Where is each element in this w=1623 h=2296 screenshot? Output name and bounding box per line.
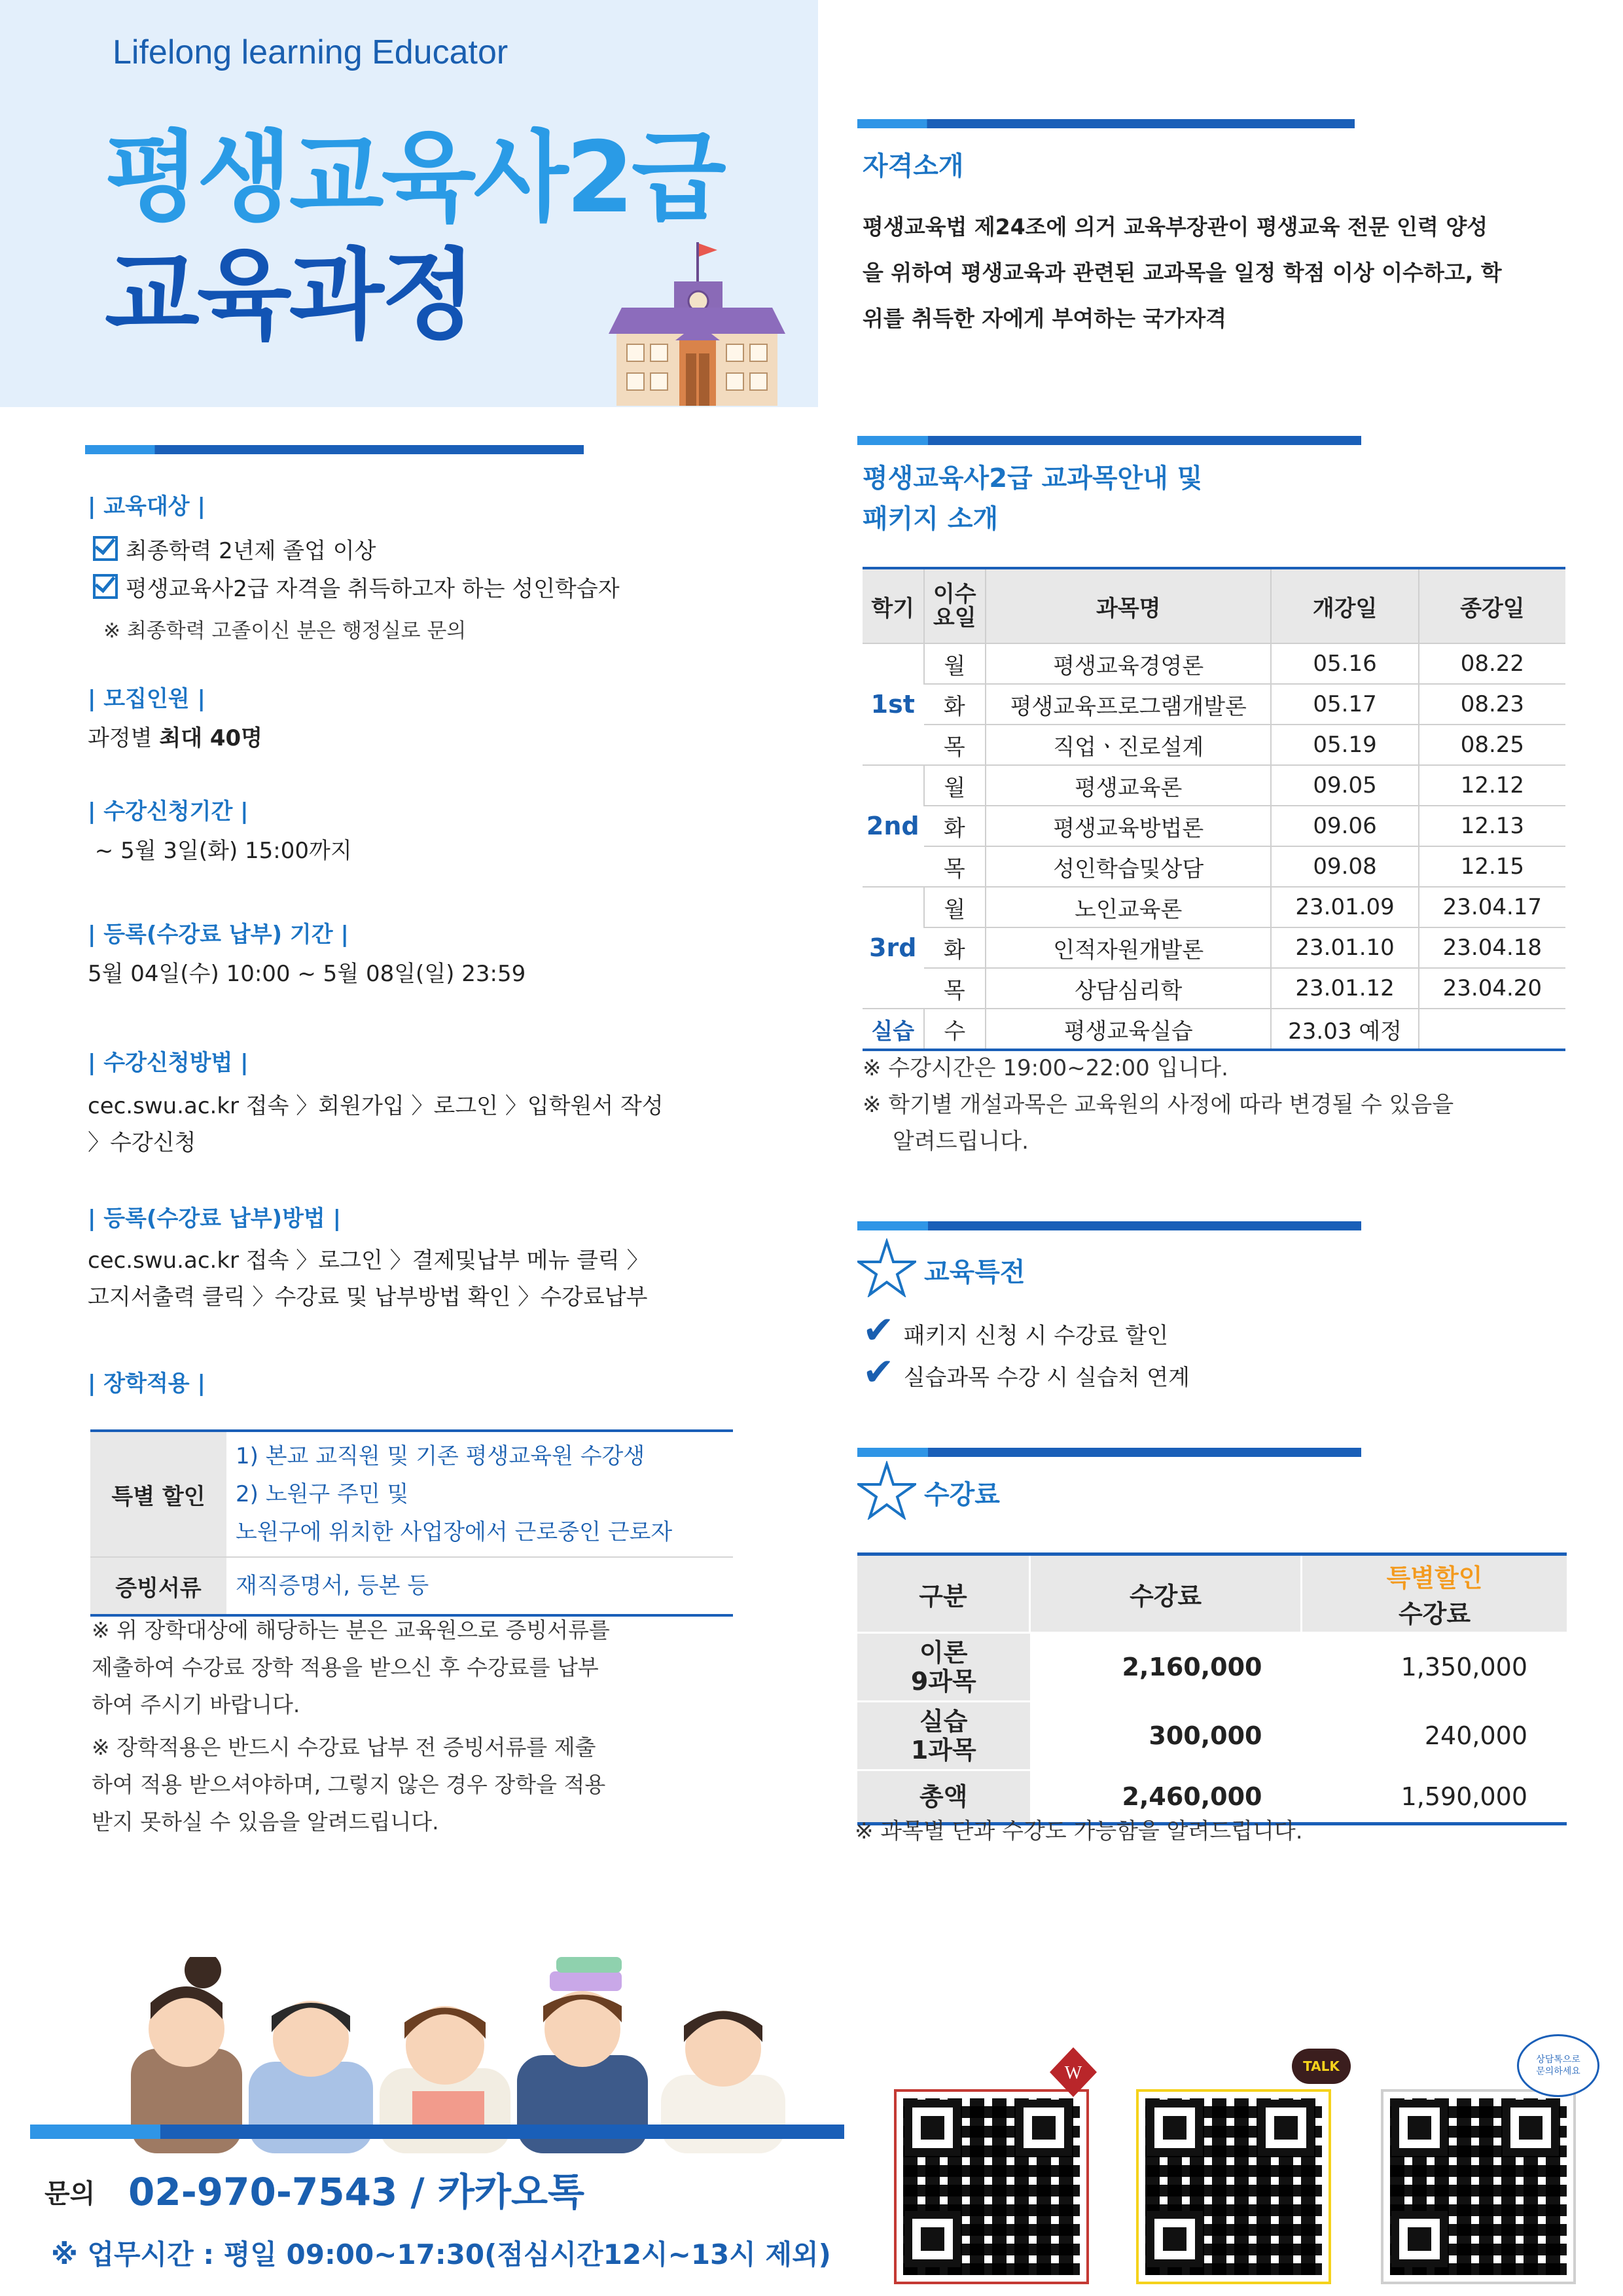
qualification-line: 을 위하여 평생교육과 관련된 교과목을 일정 학점 이상 이수하고, 학 — [863, 260, 1502, 285]
qr-code-chat[interactable] — [1381, 2089, 1576, 2284]
note-line: 하여 적용 받으셔야하며, 그렇지 않은 경우 장학을 적용 — [92, 1772, 606, 1797]
discount-line: 2) 노원구 주민 및 — [236, 1481, 409, 1507]
qualification-body — [863, 204, 1502, 342]
fee-table-body — [857, 1633, 1567, 1824]
semester-cell: 2nd — [863, 765, 924, 887]
section-divider — [857, 119, 1355, 128]
course-table — [863, 567, 1565, 1051]
discount-amount-cell: 240,000 — [1302, 1702, 1567, 1770]
fee-type-label: 실습 — [919, 1707, 968, 1736]
feature-item: ✔ 패키지 신청 시 수강료 할인 — [863, 1308, 1169, 1352]
end-date-cell: 08.23 — [1419, 684, 1565, 725]
course-name-cell: 평생교육방법론 — [986, 806, 1271, 846]
course-row — [863, 846, 1565, 887]
end-date-cell: 08.22 — [1419, 643, 1565, 684]
start-date-cell: 05.17 — [1271, 684, 1418, 725]
col-semester: 학기 — [863, 568, 924, 643]
fee-amount-cell: 300,000 — [1030, 1702, 1302, 1770]
apply-method-line: 〉수강신청 — [88, 1130, 196, 1156]
special-discount-body — [226, 1431, 733, 1557]
students-illustration — [105, 1957, 798, 2153]
fee-type-sublabel: 9과목 — [910, 1667, 976, 1696]
course-name-cell: 평생교육론 — [986, 765, 1271, 806]
course-name-cell: 인적자원개발론 — [986, 927, 1271, 968]
fee-col-discount-label: 특별할인 — [1386, 1564, 1483, 1592]
contact-kakao: / 카카오톡 — [397, 2170, 585, 2214]
end-date-cell: 12.12 — [1419, 765, 1565, 806]
col-end: 종강일 — [1419, 568, 1565, 643]
fee-col-type: 구분 — [857, 1554, 1030, 1633]
apply-method-label: | 수강신청방법 | — [88, 1050, 249, 1076]
checkbox-icon — [93, 574, 118, 599]
note-line: 제출하여 수강료 장학 적용을 받으신 후 수강료를 납부 — [92, 1655, 599, 1680]
section-divider — [857, 1448, 1361, 1457]
col-day: 이수 요일 — [924, 568, 986, 643]
school-building-icon — [602, 242, 792, 406]
apply-period-value: ~ 5월 3일(화) 15:00까지 — [88, 838, 352, 864]
start-date-cell: 05.16 — [1271, 643, 1418, 684]
target-item: 평생교육사2급 자격을 취득하고자 하는 성인학습자 — [93, 571, 620, 603]
course-name-cell: 평생교육프로그램개발론 — [986, 684, 1271, 725]
qr-code-kakao[interactable] — [1136, 2089, 1331, 2284]
scholarship-notes — [92, 1611, 610, 1840]
reg-method-body — [88, 1242, 649, 1316]
university-logo-icon — [1047, 2046, 1099, 2098]
target-item: 최종학력 2년제 졸업 이상 — [93, 533, 376, 565]
recruit-label: | 모집인원 | — [88, 686, 205, 712]
fee-type-cell — [857, 1702, 1030, 1770]
documents-body: 재직증명서, 등본 등 — [226, 1557, 733, 1615]
fee-type-sublabel: 1과목 — [910, 1736, 976, 1765]
note-line: 하여 주시기 바랍니다. — [92, 1692, 300, 1717]
fee-table — [857, 1552, 1567, 1825]
scholarship-label: | 장학적용 | — [88, 1371, 205, 1397]
apply-period-label: | 수강신청기간 | — [88, 798, 249, 825]
discount-amount-cell: 1,590,000 — [1302, 1770, 1567, 1824]
scholarship-table — [90, 1429, 733, 1617]
day-cell: 월 — [924, 643, 986, 684]
end-date-cell — [1419, 1009, 1565, 1050]
day-cell: 목 — [924, 725, 986, 765]
apply-method-body — [88, 1088, 664, 1161]
course-row — [863, 968, 1565, 1009]
fee-amount-cell: 2,460,000 — [1030, 1770, 1302, 1824]
fee-col-fee: 수강료 — [1030, 1554, 1302, 1633]
apply-method-line: cec.swu.ac.kr 접속 〉회원가입 〉로그인 〉입학원서 작성 — [88, 1093, 664, 1119]
col-course: 과목명 — [986, 568, 1271, 643]
fees-title: 수강료 — [924, 1480, 1000, 1510]
course-row — [863, 927, 1565, 968]
course-row — [863, 725, 1565, 765]
star-icon — [857, 1238, 916, 1297]
note-line: 받지 못하실 수 있음을 알려드립니다. — [92, 1809, 439, 1835]
course-row — [863, 643, 1565, 684]
day-cell: 화 — [924, 927, 986, 968]
fee-row — [857, 1702, 1567, 1770]
header-title-line2: 교육과정 — [105, 239, 474, 353]
fee-col-discount-sub: 수강료 — [1398, 1600, 1471, 1628]
recruit-value: 과정별 최대 40명 — [88, 725, 263, 751]
note-line: ※ 위 장학대상에 해당하는 분은 교육원으로 증빙서류를 — [92, 1617, 610, 1643]
documents-head: 증빙서류 — [90, 1557, 226, 1615]
courses-title — [863, 458, 1202, 539]
day-cell: 목 — [924, 846, 986, 887]
start-date-cell: 23.01.12 — [1271, 968, 1418, 1009]
note-line: ※ 학기별 개설과목은 교육원의 사정에 따라 변경될 수 있음을 — [863, 1092, 1454, 1118]
qualification-line: 평생교육법 제24조에 의거 교육부장관이 평생교육 전문 인력 양성 — [863, 214, 1488, 240]
star-icon — [857, 1461, 916, 1520]
day-cell: 수 — [924, 1009, 986, 1050]
target-label: | 교육대상 | — [88, 493, 205, 520]
col-start: 개강일 — [1271, 568, 1418, 643]
semester-cell: 실습 — [863, 1009, 924, 1050]
end-date-cell: 23.04.18 — [1419, 927, 1565, 968]
qualification-title: 자격소개 — [863, 151, 964, 181]
day-cell: 월 — [924, 887, 986, 927]
reg-method-line: 고지서출력 클릭 〉수강료 및 납부방법 확인 〉수강료납부 — [88, 1284, 648, 1310]
fee-type-cell — [857, 1633, 1030, 1702]
section-divider — [857, 436, 1361, 445]
start-date-cell: 23.01.10 — [1271, 927, 1418, 968]
discount-line: 1) 본교 교직원 및 기존 평생교육원 수강생 — [236, 1443, 645, 1469]
end-date-cell: 12.13 — [1419, 806, 1565, 846]
discount-line: 노원구에 위치한 사업장에서 근로중인 근로자 — [236, 1519, 673, 1545]
course-name-cell: 성인학습및상담 — [986, 846, 1271, 887]
contact-line — [128, 2161, 584, 2216]
start-date-cell: 23.03 예정 — [1271, 1009, 1418, 1050]
footer-bar — [30, 2125, 844, 2139]
note-line: ※ 수강시간은 19:00~22:00 입니다. — [863, 1055, 1228, 1081]
checkbox-icon — [93, 536, 118, 561]
course-row — [863, 1009, 1565, 1050]
section-divider — [85, 445, 584, 454]
fee-col-discount — [1302, 1554, 1567, 1633]
kakao-talk-badge: TALK — [1292, 2049, 1351, 2084]
discount-amount-cell: 1,350,000 — [1302, 1633, 1567, 1702]
header-title-line1: 평생교육사2급 — [105, 121, 724, 235]
reg-method-line: cec.swu.ac.kr 접속 〉로그인 〉결제및납부 메뉴 클릭 〉 — [88, 1247, 649, 1274]
target-note: ※ 최종학력 고졸이신 분은 행정실로 문의 — [103, 619, 467, 643]
fee-type-label: 총액 — [919, 1782, 968, 1811]
course-name-cell: 평생교육실습 — [986, 1009, 1271, 1050]
fees-note: ※ 과목별 단과 수강도 가능함을 알려드립니다. — [855, 1818, 1303, 1844]
end-date-cell: 08.25 — [1419, 725, 1565, 765]
business-hours: ※ 업무시간 : 평일 09:00~17:30(점심시간12시~13시 제외) — [51, 2238, 831, 2270]
qr-code-website[interactable] — [894, 2089, 1089, 2284]
semester-cell: 3rd — [863, 887, 924, 1009]
start-date-cell: 09.05 — [1271, 765, 1418, 806]
start-date-cell: 05.19 — [1271, 725, 1418, 765]
day-cell: 월 — [924, 765, 986, 806]
start-date-cell: 09.06 — [1271, 806, 1418, 846]
course-name-cell: 직업ㆍ진로설계 — [986, 725, 1271, 765]
day-cell: 화 — [924, 806, 986, 846]
course-row — [863, 765, 1565, 806]
end-date-cell: 23.04.17 — [1419, 887, 1565, 927]
section-divider — [857, 1221, 1361, 1230]
course-name-cell: 노인교육론 — [986, 887, 1271, 927]
reg-period-label: | 등록(수강료 납부) 기간 | — [88, 922, 349, 948]
course-name-cell: 평생교육경영론 — [986, 643, 1271, 684]
start-date-cell: 09.08 — [1271, 846, 1418, 887]
course-row — [863, 806, 1565, 846]
checkmark-icon: ✔ — [863, 1308, 895, 1352]
day-cell: 화 — [924, 684, 986, 725]
fee-row — [857, 1633, 1567, 1702]
day-cell: 목 — [924, 968, 986, 1009]
special-discount-head: 특별 할인 — [90, 1431, 226, 1557]
course-name-cell: 상담심리학 — [986, 968, 1271, 1009]
reg-period-value: 5월 04일(수) 10:00 ~ 5월 08일(일) 23:59 — [88, 961, 526, 987]
end-date-cell: 12.15 — [1419, 846, 1565, 887]
end-date-cell: 23.04.20 — [1419, 968, 1565, 1009]
chat-bubble-icon: 상담톡으로 문의하세요 — [1517, 2034, 1599, 2097]
semester-cell: 1st — [863, 643, 924, 765]
features-title: 교육특전 — [924, 1257, 1026, 1287]
contact-phone: 02-970-7543 — [128, 2170, 398, 2214]
fee-amount-cell: 2,160,000 — [1030, 1633, 1302, 1702]
svg-text:W: W — [1064, 2063, 1082, 2083]
courses-title-line: 패키지 소개 — [863, 504, 999, 534]
start-date-cell: 23.01.09 — [1271, 887, 1418, 927]
courses-notes — [863, 1050, 1454, 1160]
reg-method-label: | 등록(수강료 납부)방법 | — [88, 1206, 342, 1232]
note-line: ※ 장학적용은 반드시 수강료 납부 전 증빙서류를 제출 — [92, 1734, 596, 1760]
course-row — [863, 887, 1565, 927]
fee-type-label: 이론 — [919, 1638, 968, 1667]
feature-item: ✔ 실습과목 수강 시 실습처 연계 — [863, 1350, 1190, 1394]
course-table-body — [863, 643, 1565, 1050]
contact-label: 문의 — [45, 2179, 96, 2209]
header-subtitle: Lifelong learning Educator — [113, 33, 508, 71]
courses-title-line: 평생교육사2급 교과목안내 및 — [863, 463, 1203, 493]
qualification-line: 위를 취득한 자에게 부여하는 국가자격 — [863, 306, 1227, 331]
checkmark-icon: ✔ — [863, 1350, 895, 1394]
course-row — [863, 684, 1565, 725]
note-line: 알려드립니다. — [893, 1128, 1029, 1155]
